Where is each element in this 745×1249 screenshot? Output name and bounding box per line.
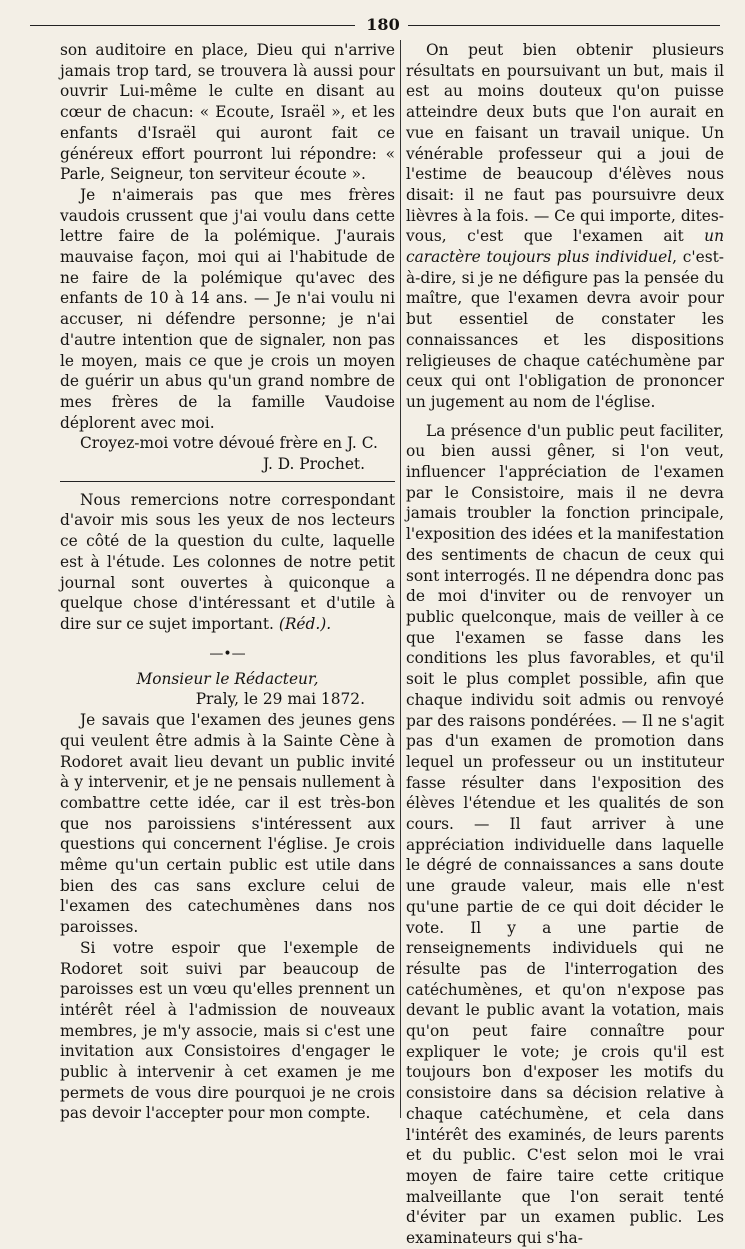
- left-paragraph-3: Je savais que l'examen des jeunes gens qui veulent être admis à la Sainte Cène à Rodoret avait lieu devant un public invité à y intervenir, et je ne pensais nullement à combattre cette idée, car il est très-bon que nos paroissiens s'intéressent aux questions qui concernent l'église. Je crois même qu'un certain public est utile dans bien des cas sans exclure celui de l'examen des catechumènes dans nos paroisses.: [60, 711, 395, 937]
- page-header: [30, 12, 720, 36]
- right-paragraph-1: [406, 40, 724, 413]
- column-divider: [400, 40, 401, 1118]
- header-rule-left: [30, 25, 355, 26]
- section-divider: [60, 481, 395, 482]
- right-column: [406, 40, 724, 1249]
- place-date: Praly, le 29 mai 1872.: [195, 690, 365, 709]
- editorial-note-text: Nous remercions notre correspondant d'avoir mis sous les yeux de nos lecteurs ce côté de la question du culte, laquelle est à l'étude. Les colonnes de notre petit journal sont ouvertes à quiconque a quelque chose d'intéressant et d'utile à dire sur ce sujet important.: [60, 490, 395, 633]
- editorial-sign: (Réd.).: [278, 614, 332, 633]
- right-paragraph-1-emphasis: un caractère toujours plus individuel: [406, 227, 724, 267]
- closing-line: Croyez-moi votre dévoué frère en J. C.: [80, 434, 378, 453]
- left-paragraph-2: Je n'aimerais pas que mes frères vaudois crussent que j'ai voulu dans cette lettre faire de la polémique. J'aurais mauvaise façon, moi qui ai l'habitude de ne faire de la polémique qu'avec des enfants de 10 à 14 ans. — Je n'ai voulu ni accuser, ni défendre personne; je n'ai d'autre intention que de signaler, non pas le moyen, mais ce que je crois un moyen de guérir un abus qu'un grand nombre de mes frères de la famille Vaudoise déplorent avec moi.: [60, 185, 395, 432]
- right-paragraph-1-b: , c'est-à-dire, si je ne défigure pas la pensée du maître, que l'examen devra avoir pour but essentiel de constater les connaissances et les dispositions religieuses de chaque catéchumène par ceux qui ont l'obligation de prononcer un jugement au nom de l'église.: [406, 248, 725, 411]
- editorial-note: [60, 490, 395, 635]
- salutation: Monsieur le Rédacteur,: [136, 669, 319, 688]
- signature: J. D. Prochet.: [262, 455, 365, 474]
- right-paragraph-1-a: On peut bien obtenir plusieurs résultats en poursuivant un but, mais il est au moins douteux qu'on puisse atteindre deux buts que l'on aurait en vue en faisant un travail unique. Un vénérable professeur qui a joui de l'estime de beaucoup d'élèves nous disait: il ne faut pas poursuivre deux lièvres à la fois. — Ce qui importe, dites-vous, c'est que l'examen ait: [406, 41, 724, 246]
- header-rule-right: [408, 25, 720, 26]
- page-number: 180: [366, 15, 400, 34]
- left-paragraph-1: son auditoire en place, Dieu qui n'arrive jamais trop tard, se trouvera là aussi pour ouvrir Lui-même le culte en disant au cœur de chacun: « Ecoute, Israël », et les enfants d'Israël qui auront fait ce généreux effort pourront lui répondre: « Parle, Seigneur, ton serviteur écoute ».: [60, 41, 395, 184]
- right-paragraph-2: La présence d'un public peut faciliter, ou bien aussi gêner, si l'on veut, influencer l'appréciation de l'examen par le Consistoire, mais il ne devra jamais troubler la fonction principale, l'exposition des idées et la manifestation des sentiments de chacun de ceux qui sont interrogés. Il ne dépendra donc pas de moi d'inviter ou de renvoyer un public quelconque, mais de veiller à ce que l'examen se fasse dans les conditions les plus favorables, et qu'il soit le plus complet possible, afin que chaque individu soit admis ou renvoyé par des raisons pondérées. — Il ne s'agit pas d'un examen de promotion dans lequel un professeur ou un instituteur fasse résulter dans l'exposition des élèves l'étendue et les qualités de son cours. — Il faut arriver à une appréciation individuelle dans laquelle le dégré de connaissances a sans doute une graude valeur, mais elle n'est qu'une partie de ce qui doit décider le vote. Il y a une partie de renseignements individuels qui ne résulte pas de l'interrogation des catéchumènes, et qu'on n'expose pas devant le public avant la votation, mais qu'on peut faire connaître pour expliquer le vote; je crois qu'il est toujours bon d'exposer les motifs du consistoire dans sa décision relative à chaque catéchumène, et cela dans l'intérêt des examinés, de leurs parents et du public. C'est selon moi le vrai moyen de faire taire cette critique malveillante que l'on serait tenté d'éviter par un examen public. Les examinateurs qui s'ha-: [406, 421, 724, 1248]
- left-paragraph-4: Si votre espoir que l'exemple de Rodoret soit suivi par beaucoup de paroisses est un vœu qu'elles prennent un intérêt réel à l'admission de nouveaux membres, je m'y associe, mais si c'est une invitation aux Consistoires d'engager le public à intervenir à cet examen je me permets de vous dire pourquoi je ne crois pas devoir l'accepter pour mon compte.: [60, 938, 395, 1123]
- separator-ornament: —•—: [209, 645, 246, 662]
- left-column: [60, 40, 395, 1124]
